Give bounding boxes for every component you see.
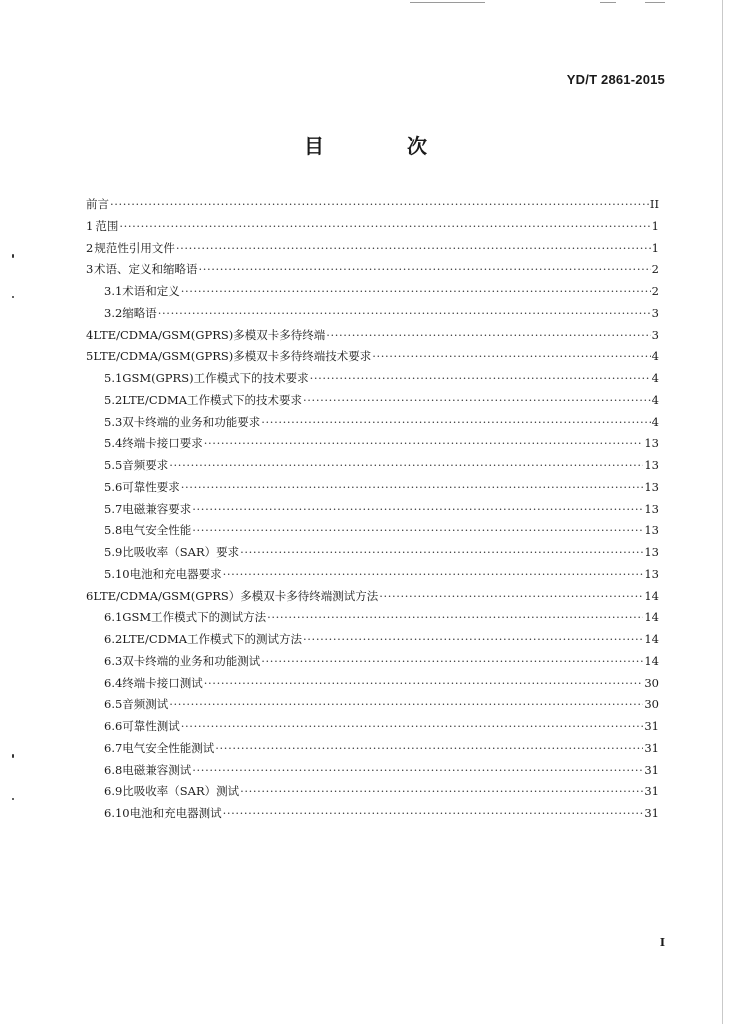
toc-dot-leader [303, 629, 643, 651]
toc-entry-page: 13 [644, 501, 659, 516]
toc-entry-label: 术语和定义 [122, 284, 180, 298]
toc-entry-number: 6.6 [104, 719, 123, 733]
toc-entry-page: 2 [651, 262, 659, 277]
toc-dot-leader [372, 346, 650, 368]
toc-entry-label: 电池和充电器要求 [129, 566, 222, 581]
toc-entry-label: LTE/CDMA/GSM(GPRS)多模双卡多待终端 [93, 327, 326, 342]
toc-entry-page: 31 [644, 740, 659, 755]
toc-entry[interactable] [86, 281, 659, 303]
toc-entry-number: 5.10 [104, 566, 130, 581]
toc-entry-number: 5.8 [104, 523, 123, 538]
toc-entry-number: 6.10 [104, 806, 130, 820]
toc-entry-number: 6.8 [104, 762, 123, 777]
toc-entry-label: 范围 [95, 218, 119, 233]
toc-dot-leader [326, 325, 650, 347]
toc-entry-label: LTE/CDMA/GSM(GPRS）多模双卡多待终端测试方法 [93, 588, 379, 603]
toc-entry-label: LTE/CDMA工作模式下的技术要求 [122, 392, 303, 407]
toc-entry-label: 言 [97, 197, 109, 211]
toc-entry-number: 5.3 [104, 414, 123, 429]
toc-dot-leader [240, 542, 643, 564]
toc-dot-leader [223, 564, 644, 586]
toc-entry-page: 30 [644, 697, 659, 712]
toc-entry-page: 31 [644, 784, 659, 799]
toc-entry-number: 5.9 [104, 545, 123, 559]
toc-entry[interactable] [86, 412, 659, 434]
toc-entry-label: GSM工作模式下的测试方法 [122, 610, 267, 625]
toc-dot-leader [261, 412, 650, 434]
toc-entry-label: 电磁兼容要求 [122, 501, 192, 516]
standard-code: YD/T 2861-2015 [566, 72, 665, 87]
toc-entry-page: 4 [651, 371, 659, 385]
toc-entry[interactable] [86, 781, 659, 803]
toc-entry-page: II [649, 197, 659, 211]
toc-entry-number: 5.4 [104, 436, 123, 451]
toc-entry-number: 5.6 [104, 479, 123, 494]
toc-entry[interactable] [86, 564, 659, 586]
toc-entry[interactable] [86, 716, 659, 738]
toc-dot-leader [176, 238, 651, 260]
toc-entry-page: 13 [644, 436, 659, 451]
toc-entry[interactable] [86, 433, 659, 455]
scan-top-mark [600, 2, 616, 3]
toc-entry-label: 双卡终端的业务和功能要求 [122, 414, 261, 429]
toc-dot-leader [192, 760, 643, 782]
toc-entry-page: 2 [651, 284, 659, 298]
toc-entry-page: 14 [644, 653, 659, 668]
toc-entry-number: 6.5 [104, 697, 123, 712]
scan-speck [12, 798, 14, 800]
toc-entry-label: 缩略语 [122, 305, 157, 320]
toc-entry-label: LTE/CDMA工作模式下的测试方法 [122, 632, 303, 646]
toc-dot-leader [267, 607, 643, 629]
toc-entry[interactable] [86, 607, 659, 629]
toc-entry[interactable] [86, 194, 659, 216]
toc-entry-number: 6.2 [104, 632, 123, 646]
scan-top-mark [645, 2, 665, 3]
toc-entry-label: GSM(GPRS)工作模式下的技术要求 [122, 371, 309, 385]
toc-entry-page: 31 [644, 806, 659, 820]
page-number: I [659, 936, 665, 949]
toc-dot-leader [181, 716, 644, 738]
toc-entry-number: 5.1 [104, 371, 123, 385]
toc-entry[interactable] [86, 694, 659, 716]
toc-entry[interactable] [86, 368, 659, 390]
toc-entry-page: 13 [644, 458, 659, 472]
toc-entry-label: 终端卡接口测试 [122, 675, 203, 690]
toc-entry-number: 5.2 [104, 392, 123, 407]
toc-entry-number: 6.4 [104, 675, 123, 690]
toc-entry-label: 双卡终端的业务和功能测试 [122, 653, 261, 668]
toc-entry[interactable] [86, 499, 659, 521]
toc-entry-number: 5.7 [104, 501, 123, 516]
toc-dot-leader [303, 390, 651, 412]
toc-entry-page: 13 [644, 566, 659, 581]
toc-entry-page: 3 [651, 305, 659, 320]
toc-entry-page: 1 [651, 240, 659, 255]
scan-speck [12, 254, 14, 258]
toc-entry-label: 术语、定义和缩略语 [94, 262, 198, 277]
toc-entry-label: 音频要求 [122, 458, 169, 472]
toc-entry-number: 4 [86, 327, 94, 342]
toc-dot-leader [379, 586, 643, 608]
toc-dot-leader [310, 368, 651, 390]
toc-dot-leader [169, 455, 643, 477]
toc-entry-number: 6 [86, 588, 94, 603]
toc-entry-label: 终端卡接口要求 [122, 436, 203, 451]
toc-entry[interactable] [86, 629, 659, 651]
toc-dot-leader [158, 303, 651, 325]
toc-dot-leader [223, 803, 644, 825]
scan-speck [12, 754, 14, 758]
toc-entry[interactable] [86, 651, 659, 673]
toc-entry-label: LTE/CDMA/GSM(GPRS)多模双卡多待终端技术要求 [93, 349, 372, 364]
toc-entry-number: 6.3 [104, 653, 123, 668]
toc-entry-label: 规范性引用文件 [94, 240, 175, 255]
toc-entry-label: 音频测试 [122, 697, 169, 712]
toc-entry-page: 4 [651, 414, 659, 429]
toc-entry-label: 电气安全性能 [122, 523, 192, 538]
toc-entry[interactable] [86, 216, 659, 238]
toc-dot-leader [181, 477, 644, 499]
toc-entry[interactable] [86, 673, 659, 695]
toc-entry[interactable] [86, 760, 659, 782]
toc-entry-label: 电气安全性能测试 [122, 740, 215, 755]
toc-entry-number: 5.5 [104, 458, 123, 472]
toc-dot-leader [215, 738, 643, 760]
toc-entry-label: 比吸收率（SAR）要求 [122, 545, 240, 559]
toc-entry-number: 前 [86, 197, 98, 211]
toc-entry-number: 3.2 [104, 305, 123, 320]
toc-dot-leader [169, 694, 643, 716]
toc-entry-label: 电磁兼容测试 [122, 762, 192, 777]
toc-entry-page: 14 [644, 632, 659, 646]
toc-dot-leader [204, 673, 644, 695]
toc-entry-page: 30 [644, 675, 659, 690]
toc-dot-leader [199, 259, 651, 281]
toc-dot-leader [181, 281, 651, 303]
toc-entry-number: 6.9 [104, 784, 123, 799]
toc-entry-page: 31 [644, 719, 659, 733]
toc-entry-page: 4 [651, 349, 659, 364]
table-of-contents [86, 194, 659, 825]
toc-entry[interactable] [86, 455, 659, 477]
toc-entry-number: 3 [86, 262, 94, 277]
toc-entry[interactable] [86, 259, 659, 281]
toc-entry-number: 6.1 [104, 610, 123, 625]
toc-entry[interactable] [86, 390, 659, 412]
page-title: 目 次 [304, 134, 465, 158]
toc-dot-leader [261, 651, 643, 673]
toc-dot-leader [240, 781, 643, 803]
scan-top-mark [410, 2, 485, 3]
toc-entry-page: 13 [644, 523, 659, 538]
toc-entry-page: 1 [651, 218, 659, 233]
toc-entry-number: 1 [86, 218, 94, 233]
toc-entry-page: 4 [651, 392, 659, 407]
toc-entry[interactable] [86, 738, 659, 760]
toc-dot-leader [192, 520, 643, 542]
toc-dot-leader [110, 194, 649, 216]
toc-entry[interactable] [86, 803, 659, 825]
scan-speck [12, 296, 14, 298]
toc-entry-page: 14 [644, 588, 659, 603]
toc-entry-number: 2 [86, 240, 94, 255]
toc-entry-number: 3.1 [104, 284, 123, 298]
toc-entry-page: 31 [644, 762, 659, 777]
toc-entry[interactable] [86, 477, 659, 499]
toc-entry-label: 电池和充电器测试 [129, 806, 222, 820]
toc-entry[interactable] [86, 346, 659, 368]
toc-entry[interactable] [86, 303, 659, 325]
toc-entry-number: 5 [86, 349, 94, 364]
toc-entry[interactable] [86, 520, 659, 542]
toc-entry-number: 6.7 [104, 740, 123, 755]
toc-entry[interactable] [86, 325, 659, 347]
toc-entry-page: 13 [644, 545, 659, 559]
toc-entry-page: 13 [644, 479, 659, 494]
toc-entry-label: 可靠性要求 [122, 479, 180, 494]
toc-dot-leader [119, 216, 650, 238]
toc-entry-page: 14 [644, 610, 659, 625]
toc-entry[interactable] [86, 586, 659, 608]
toc-dot-leader [204, 433, 644, 455]
toc-entry[interactable] [86, 238, 659, 260]
toc-entry-page: 3 [651, 327, 659, 342]
toc-entry-label: 比吸收率（SAR）测试 [122, 784, 240, 799]
toc-entry-label: 可靠性测试 [122, 719, 180, 733]
toc-entry[interactable] [86, 542, 659, 564]
toc-dot-leader [192, 499, 643, 521]
